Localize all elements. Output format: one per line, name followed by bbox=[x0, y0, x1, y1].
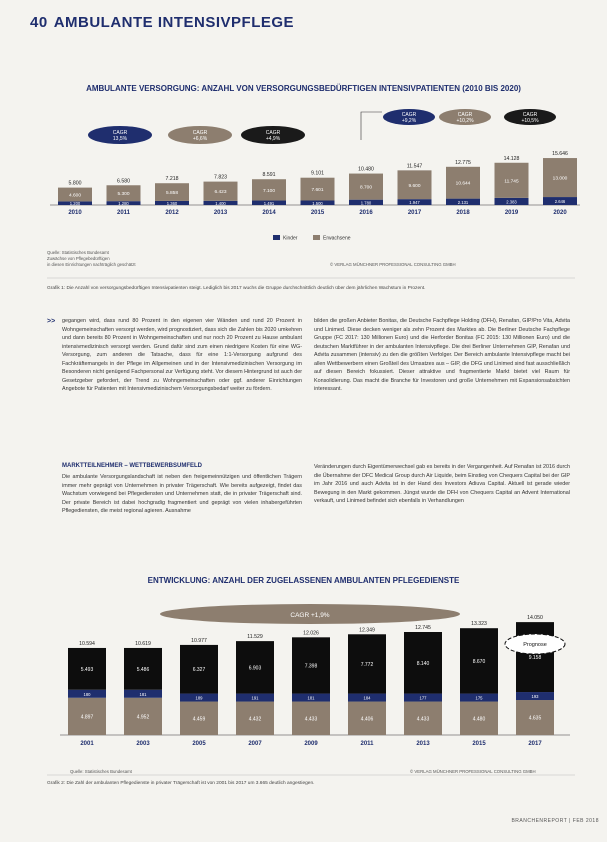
label-bottom: 4.459 bbox=[192, 716, 206, 723]
x-tick-label: 2018 bbox=[456, 210, 470, 216]
label-erwachsene: 13.000 bbox=[552, 176, 568, 182]
label-middle: 181 bbox=[139, 691, 147, 697]
label-kinder: 1.500 bbox=[312, 200, 323, 206]
total-label: 5.800 bbox=[68, 180, 82, 187]
cagr-label: CAGR bbox=[265, 130, 281, 136]
x-tick-label: 2001 bbox=[80, 741, 94, 747]
label-top: 5.486 bbox=[136, 666, 150, 673]
label-erwachsene: 5.858 bbox=[165, 191, 179, 197]
total-label: 10.480 bbox=[358, 166, 374, 173]
label-kinder: 1.947 bbox=[409, 200, 420, 206]
cagr-label: CAGR bbox=[401, 112, 417, 118]
label-bottom: 4.897 bbox=[80, 714, 94, 721]
label-bottom: 4.433 bbox=[304, 716, 318, 723]
x-tick-label: 2013 bbox=[416, 741, 430, 747]
label-middle: 177 bbox=[419, 695, 427, 701]
x-tick-label: 2005 bbox=[192, 741, 206, 747]
total-label: 12.349 bbox=[359, 627, 375, 634]
x-tick-label: 2020 bbox=[553, 210, 567, 216]
total-label: 10.594 bbox=[79, 640, 95, 647]
x-tick-label: 2012 bbox=[165, 210, 179, 216]
chart1-source-line: Quelle: Statistisches Bundesamt bbox=[47, 250, 109, 255]
label-top: 6.903 bbox=[248, 665, 262, 672]
label-middle: 189 bbox=[195, 695, 203, 701]
total-label: 10.619 bbox=[135, 640, 151, 647]
label-middle: 180 bbox=[83, 691, 91, 697]
total-label: 12.745 bbox=[415, 625, 431, 631]
total-label: 13.323 bbox=[471, 621, 487, 628]
right-column-text-2: Veränderungen durch Eigentümerwechsel gab es bereits in der Vergangenheit. Auf Renafan ist 2016 durch die Übernahme der DFC Medical Group durch Air Liquide, beim Einstieg von Chequers Capital bei der GIP im Jahr 2016 und auch Advita ist in der Hand des Investors Adiuva Capital. Aktuell ist gerade wieder Bewegung in den Markt gekommen. Jüngst wurde die DFH von Chequers Capital an Advent International verkauft, und Linimed befindet sich ebenfalls in Verhandlungen bbox=[314, 464, 570, 504]
page-number: 40 bbox=[30, 14, 48, 31]
chart1-copyright: © VERLAG MÜNCHNER PROFESSIONAL CONSULTING GMBH bbox=[330, 262, 456, 267]
total-label: 8.591 bbox=[262, 172, 276, 179]
label-bottom: 4.432 bbox=[248, 716, 262, 723]
x-tick-label: 2011 bbox=[360, 741, 374, 747]
page-footer: BRANCHENREPORT | FEB 2018 bbox=[511, 818, 599, 824]
label-top: 5.493 bbox=[80, 666, 94, 673]
cagr-label: CAGR bbox=[112, 130, 128, 136]
chart1-title: AMBULANTE VERSORGUNG: ANZAHL VON VERSORGUNGSBEDÜRFTIGEN INTENSIVPATIENTEN (2010 BIS 2020) bbox=[86, 84, 521, 93]
label-top: 8.670 bbox=[472, 658, 486, 665]
label-kinder: 1.400 bbox=[215, 200, 226, 206]
cagr-value: +10,5% bbox=[521, 118, 539, 124]
label-erwachsene: 9.600 bbox=[408, 183, 421, 189]
total-label: 12.026 bbox=[303, 630, 319, 637]
total-label: 10.977 bbox=[191, 637, 207, 644]
total-label: 11.547 bbox=[406, 163, 423, 170]
cagr-label: CAGR bbox=[457, 112, 473, 118]
label-kinder: 1.491 bbox=[263, 200, 275, 206]
total-label: 15.646 bbox=[552, 151, 568, 158]
label-top: 9.158 bbox=[528, 655, 542, 662]
chart1-caption: Grafik 1: Die Anzahl von versorgungsbedürftigen Intensivpatienten steigt. Lediglich bis 2017 wuchs die Gruppe durchschnittlich deutlich über dem jährlichen Wachstum in Prozent. bbox=[47, 286, 426, 291]
x-tick-label: 2007 bbox=[248, 741, 262, 747]
x-tick-label: 2014 bbox=[262, 210, 276, 216]
x-tick-label: 2017 bbox=[528, 741, 542, 747]
label-erwachsene: 8.700 bbox=[359, 185, 373, 191]
cagr-banner-text: CAGR +1,9% bbox=[290, 612, 330, 619]
total-label: 7.218 bbox=[165, 176, 179, 183]
label-erwachsene: 7.100 bbox=[262, 188, 276, 194]
label-kinder: 2.646 bbox=[554, 199, 566, 205]
cagr-value: +4,9% bbox=[265, 136, 281, 142]
label-top: 8.140 bbox=[416, 660, 430, 667]
total-label: 11.529 bbox=[247, 634, 263, 641]
x-tick-label: 2013 bbox=[213, 210, 228, 216]
total-label: 14.050 bbox=[527, 615, 543, 622]
cagr-label: CAGR bbox=[192, 130, 208, 136]
label-middle: 184 bbox=[363, 695, 371, 701]
chart1-source-line: in diesen Einrichtungen nachträglich geschätzt bbox=[47, 262, 136, 267]
total-label: 14.128 bbox=[503, 155, 520, 162]
label-erwachsene: 10.644 bbox=[455, 181, 471, 187]
x-tick-label: 2009 bbox=[304, 741, 318, 747]
label-kinder: 1.360 bbox=[166, 200, 178, 206]
right-column-text: bilden die großen Anbieter Bonitas, die Deutsche Fachpflege Holding (DFH), Renafan, GIP/Pro Vita, Advita und Linimed. Diese decken weniger als zehn Prozent des Marktes ab. Die Berliner Deutsche Fachpflege Gruppe (FC 2017: 130 Millionen Euro) und die Herforder Bonitas (FC 2015: 130 Millionen Euro) und die deutschen Marktführer in der ambulanten Intensivpflege. Die drei Berliner Unternehmen GIP, Renafan und Advita zusammen (intensiv) zu den die größten Verfolger. Der Bereich ambulante Intensivpflege macht bei allen Wettbewerbern einen Großteil des Umsatzes aus – GIP, die DFG und Linimed sind fast ausschließlich auf diesen Bereich fokussiert. Dieser attraktive und fragmentierte Markt bietet viel Raum für Konsolidierung. Das macht die Branche für Investoren und große Unternehmen mit Expansionsabsichten interessant. bbox=[314, 318, 570, 392]
label-middle: 191 bbox=[251, 695, 259, 701]
label-bottom: 4.635 bbox=[528, 715, 542, 722]
label-kinder: 2.131 bbox=[457, 199, 469, 205]
legend-label: Erwachsene bbox=[323, 235, 351, 242]
left-column-text: gegangen wird, dass rund 80 Prozent in den eigenen vier Wänden und rund 20 Prozent in Wohngemeinschaften versorgt werden, wird prognostiziert, dass sich die Zahlen bis 2020 umkehren und dann bereits 80 Prozent in Wohngemeinschaften und nur noch 20 Prozent zu Hause ambulant intensivmedizinisch versorgt werden. Grund dafür sind zum einen niedrigere Kosten für eine WG-Versorgung, zum anderen die Tatsache, dass für eine 1:1-Versorgung aufgrund des Fachkräftemangels in der Pflege im Allgemeinen und in der Intensivmedizinischen Versorgung im Besonderen nicht genügend Fachpersonal zur Verfügung steht. Vor diesem Hintergrund ist auch der Gesetzgeber gefordert, der Trend zu Wohngemeinschaften oder ggf. anderer Einrichtungen Angebote für Patienten mit Intensivmedizinischem Versorgungsbedarf weiter zu fördern. bbox=[62, 318, 302, 392]
continue-marker: >> bbox=[47, 318, 56, 325]
cagr-value: +9,2% bbox=[401, 118, 417, 124]
label-bottom: 4.406 bbox=[360, 716, 374, 723]
label-erwachsene: 5.300 bbox=[117, 192, 130, 198]
label-bottom: 4.952 bbox=[136, 714, 150, 721]
legend-label: Kinder bbox=[283, 235, 298, 242]
label-top: 7.398 bbox=[304, 663, 318, 670]
label-kinder: 1.200 bbox=[69, 201, 81, 207]
x-tick-label: 2011 bbox=[116, 210, 131, 216]
total-label: 9.101 bbox=[311, 170, 324, 177]
total-label: 6.580 bbox=[117, 178, 130, 185]
subheading-market: MARKTTEILNEHMER – WETTBEWERBSUMFELD bbox=[62, 463, 202, 469]
cagr-value: +6,6% bbox=[192, 136, 208, 142]
left-column-text-2: Die ambulante Versorgungslandschaft ist neben den freigemeinnützigen und öffentlichen Trägern immer mehr geprägt von Unternehmen in privater Trägerschaft. Wie bereits aufgezeigt, findet das Wachstum vorwiegend bei Pflegediensten und Unternehmen statt, die in privater Trägerschaft sind. Der private Bereich ist dabei hochgradig fragmentiert und geprägt von vielen inhabergeführten Pflegediensten, die meist regional agieren. Ausnahme bbox=[62, 474, 302, 514]
chart2-copyright: © VERLAG MÜNCHNER PROFESSIONAL CONSULTING GMBH bbox=[410, 769, 536, 774]
label-erwachsene: 7.601 bbox=[311, 188, 324, 194]
label-kinder: 2.383 bbox=[506, 199, 517, 205]
label-bottom: 4.433 bbox=[416, 716, 430, 723]
total-label: 7.823 bbox=[214, 174, 227, 181]
x-tick-label: 2003 bbox=[136, 741, 150, 747]
section-title: AMBULANTE INTENSIVPFLEGE bbox=[53, 14, 295, 31]
cagr-value: 13,5% bbox=[112, 136, 128, 142]
label-middle: 175 bbox=[475, 695, 483, 701]
total-label: 12.775 bbox=[455, 159, 471, 166]
cagr-label: CAGR bbox=[522, 112, 538, 118]
label-erwachsene: 6.423 bbox=[214, 190, 227, 196]
cagr-value: +10,2% bbox=[456, 118, 474, 124]
label-middle: 193 bbox=[531, 694, 539, 700]
label-top: 6.327 bbox=[192, 667, 206, 674]
label-top: 7.772 bbox=[360, 661, 374, 668]
chart2-caption: Grafik 2: Die Zahl der ambulanten Pflegedienste in privater Trägerschaft ist von 2001 bis 2017 um 3.665 deutlich angestiegen. bbox=[47, 781, 315, 786]
label-bottom: 4.480 bbox=[472, 716, 486, 723]
chart1-source-line: Zuwächse von Pflegebedürftigen bbox=[47, 256, 110, 261]
x-tick-label: 2015 bbox=[472, 741, 486, 747]
x-tick-label: 2010 bbox=[68, 210, 82, 216]
label-middle: 181 bbox=[307, 695, 315, 701]
x-tick-label: 2017 bbox=[407, 210, 422, 216]
x-tick-label: 2019 bbox=[504, 210, 519, 216]
x-tick-label: 2016 bbox=[359, 210, 373, 216]
chart2-title: ENTWICKLUNG: ANZAHL DER ZUGELASSENEN AMBULANTEN PFLEGEDIENSTE bbox=[147, 576, 460, 585]
chart2-source: Quelle: Statistisches Bundesamt bbox=[70, 769, 132, 774]
x-tick-label: 2015 bbox=[310, 210, 325, 216]
label-kinder: 1.280 bbox=[118, 201, 129, 207]
prognose-label: Prognose bbox=[523, 642, 547, 648]
label-kinder: 1.780 bbox=[360, 200, 372, 206]
label-erwachsene: 4.600 bbox=[68, 193, 82, 199]
label-erwachsene: 11.745 bbox=[504, 179, 519, 185]
